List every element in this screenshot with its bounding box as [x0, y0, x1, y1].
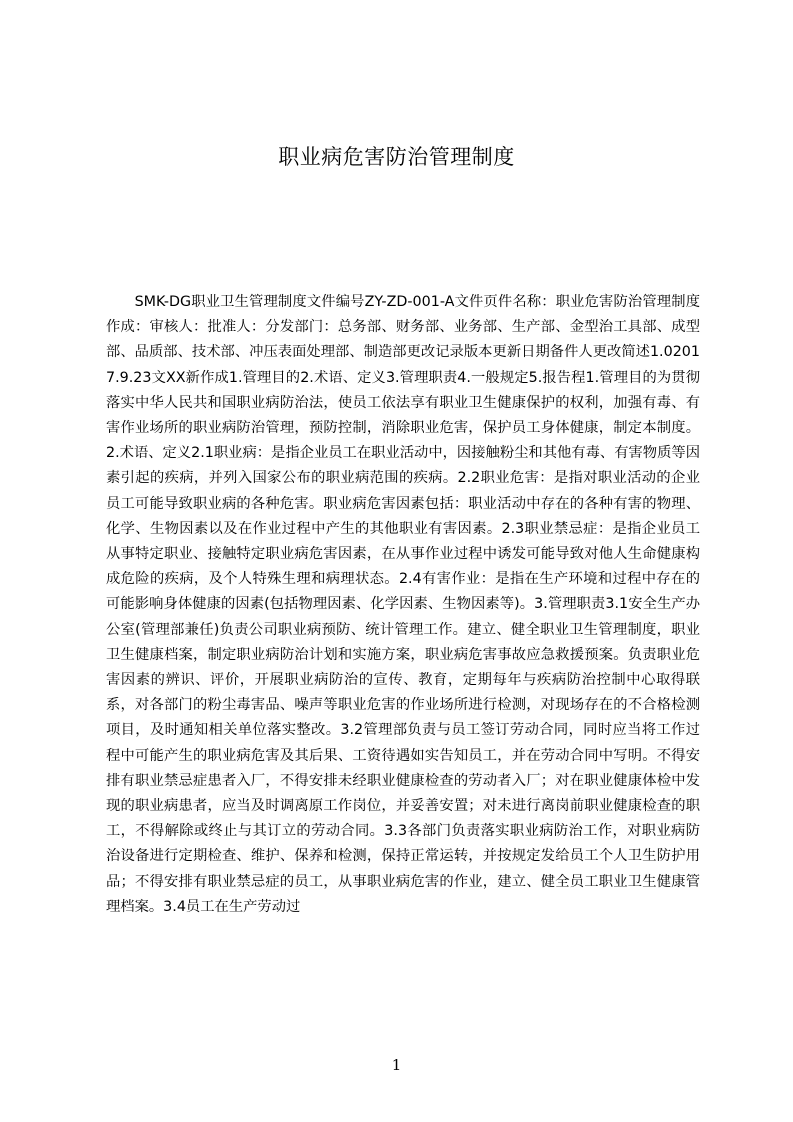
- page-number: 1: [391, 1056, 402, 1074]
- body-paragraph: SMK-DG职业卫生管理制度文件编号ZY-ZD-001-A文件页件名称：职业危害防治管理制度作成：审核人：批准人：分发部门：总务部、财务部、业务部、生产部、金型治工具部、成型部、品质部、技术部、冲压表面处理部、制造部更改记录版本更新日期备件人更改简述1.02017.9.23文XX新作成1.管理目的2.术语、定义3.管理职责4.一般规定5.报告程1.管理目的为贯彻落实中华人民共和国职业病防治法，使员工依法享有职业卫生健康保护的权利，加强有毒、有害作业场所的职业病防治管理，预防控制，消除职业危害，保护员工身体健康，制定本制度。2.术语、定义2.1职业病：是指企业员工在职业活动中，因接触粉尘和其他有毒、有害物质等因素引起的疾病，并列入国家公布的职业病范围的疾病。2.2职业危害：是指对职业活动的企业员工可能导致职业病的各种危害。职业病危害因素包括：职业活动中存在的各种有害的物理、化学、生物因素以及在作业过程中产生的其他职业有害因素。2.3职业禁忌症：是指企业员工从事特定职业、接触特定职业病危害因素，在从事作业过程中诱发可能导致对他人生命健康构成危险的疾病，及个人特殊生理和病理状态。2.4有害作业：是指在生产环境和过程中存在的可能影响身体健康的因素(包括物理因素、化学因素、生物因素等)。3.管理职责3.1安全生产办公室(管理部兼任)负责公司职业病预防、统计管理工作。建立、健全职业卫生管理制度，职业卫生健康档案，制定职业病防治计划和实施方案，职业病危害事故应急救援预案。负责职业危害因素的辨识、评价，开展职业病防治的宣传、教育，定期每年与疾病防治控制中心取得联系，对各部门的粉尘毒害品、噪声等职业危害的作业场所进行检测，对现场存在的不合格检测项目，及时通知相关单位落实整改。3.2管理部负责与员工签订劳动合同，同时应当将工作过程中可能产生的职业病危害及其后果、工资待遇如实告知员工，并在劳动合同中写明。不得安排有职业禁忌症患者入厂，不得安排未经职业健康检查的劳动者入厂；对在职业健康体检中发现的职业病患者，应当及时调离原工作岗位，并妥善安置；对未进行离岗前职业健康检查的职工，不得解除或终止与其订立的劳动合同。3.3各部门负责落实职业病防治工作，对职业病防治设备进行定期检查、维护、保养和检测，保持正常运转，并按规定发给员工个人卫生防护用品；不得安排有职业禁忌症的员工，从事职业病危害的作业，建立、健全员工职业卫生健康管理档案。3.4员工在生产劳动过: [106, 294, 700, 915]
- document-title: 职业病危害防治管理制度: [278, 145, 515, 169]
